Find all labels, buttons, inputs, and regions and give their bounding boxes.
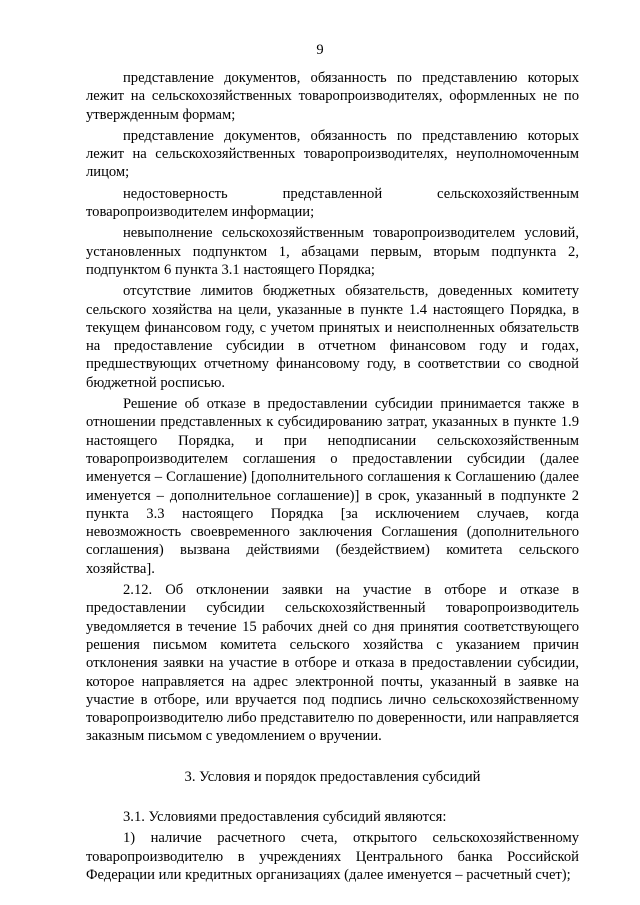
paragraph-refusal-decision: Решение об отказе в предоставлении субсидии принимается также в отношении представленных к субсидированию затрат, указанных в пункте 1.9 настоящего Порядка, и при неподписании сельскохозяйственным товаропроизводителем соглашения о предоставлении субсидии (далее именуется – Соглашение) [дополнительного соглашения к Соглашению (далее именуется – дополнительное соглашение)] в срок, указанный в подпункте 2 пункта 3.3 настоящего Порядка [за исключением случаев, когда невозможность своевременного заключения Соглашения (дополнительного соглашения) вызвана действиями (бездействием) комитета сельского хозяйства].	[86, 396, 579, 577]
paragraph-2-12-notification: 2.12. Об отклонении заявки на участие в отборе и отказе в предоставлении субсидии сельскохозяйственный товаропроизводитель уведомляется в течение 15 рабочих дней со дня принятия соответствующего решения письмом комитета сельского хозяйства с указанием причин отклонения заявки на участие в отборе и отказа в предоставлении субсидии, которое направляется на адрес электронной почты, указанный в заявке на участие в отборе, или вручается под подпись лично сельскохозяйственному товаропроизводителю либо представителю по доверенности, или направляется заказным письмом с уведомлением о вручении.	[86, 582, 579, 745]
section-heading: 3. Условия и порядок предоставления субсидий	[184, 768, 481, 785]
paragraph-conditions-not-met: невыполнение сельскохозяйственным товаропроизводителем условий, установленных подпунктом 1, абзацами первым, вторым подпункта 2, подпунктом 6 пункта 3.1 настоящего Порядка;	[86, 225, 579, 278]
page-number: 9	[316, 42, 324, 58]
paragraph-false-information: недостоверность представленной сельскохозяйственным товаропроизводителем информации;	[86, 185, 579, 221]
document-body	[86, 69, 579, 884]
paragraph-unapproved-forms: представление документов, обязанность по представлению которых лежит на сельскохозяйственных товаропроизводителях, оформленных не по утвержденным формам;	[86, 70, 579, 123]
paragraph-no-budget-limits: отсутствие лимитов бюджетных обязательств, доведенных комитету сельского хозяйства на цели, указанные в пункте 1.4 настоящего Порядка, в текущем финансовом году, с учетом принятых и неисполненных обязательств на предоставление субсидии в отчетном финансовом году и годах, предшествующих отчетному финансовому году, в соответствии со сводной бюджетной росписью.	[86, 283, 579, 391]
paragraph-settlement-account: 1) наличие расчетного счета, открытого сельскохозяйственному товаропроизводителю в учреждениях Центрального банка Российской Федерации или кредитных организациях (далее именуется – расчетный счет);	[86, 830, 579, 883]
paragraph-unauthorized-person: представление документов, обязанность по представлению которых лежит на сельскохозяйственных товаропроизводителях, неуполномоченным лицом;	[86, 127, 579, 181]
paragraph-3-1-conditions: 3.1. Условиями предоставления субсидий являются:	[123, 808, 447, 825]
